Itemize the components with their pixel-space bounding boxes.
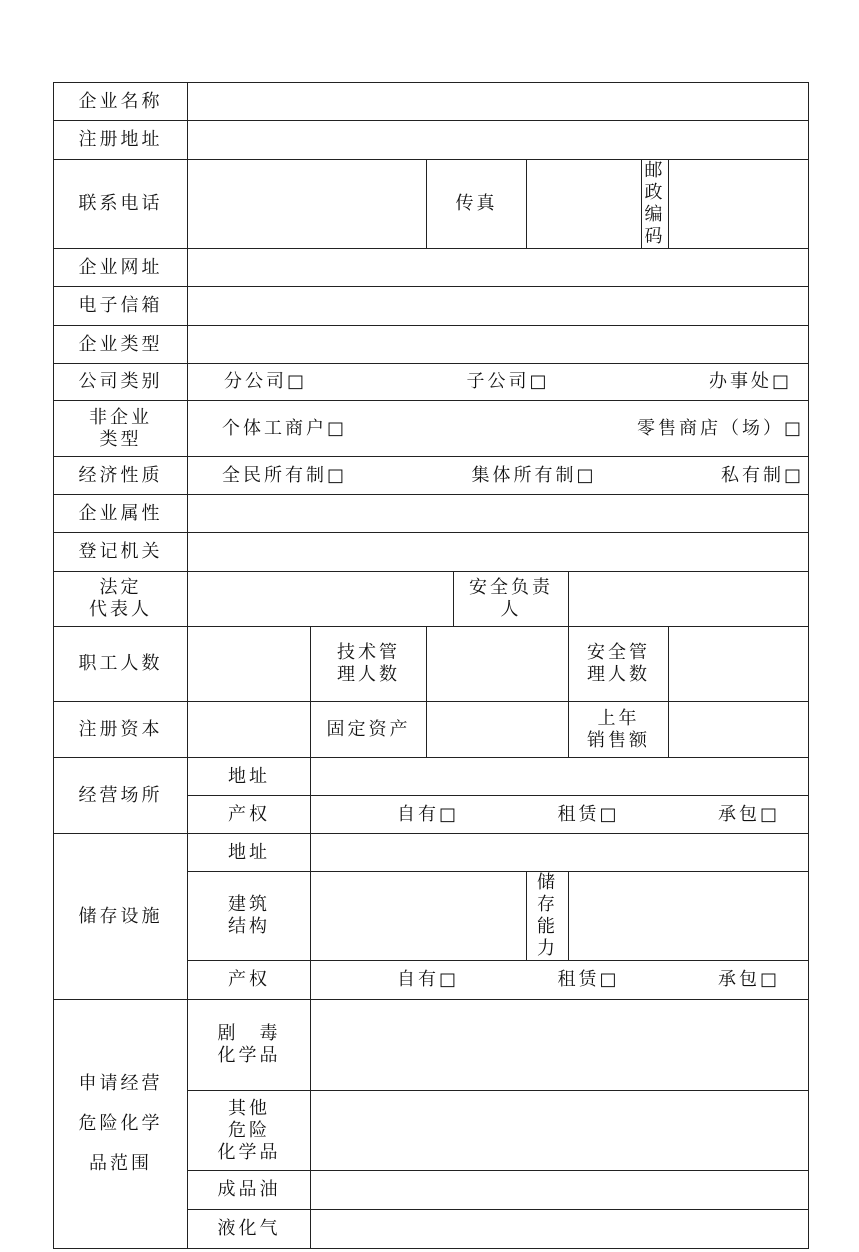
row-economic-nature xyxy=(54,457,809,495)
premises-leased-checkbox[interactable]: 租赁□ xyxy=(557,803,620,825)
premises-property-label: 产权 xyxy=(188,796,311,834)
storage-structure-label: 建筑 结构 xyxy=(188,872,311,961)
scope-lpg-label: 液化气 xyxy=(188,1210,311,1249)
business-premises-label: 经营场所 xyxy=(54,758,188,834)
storage-structure-field[interactable] xyxy=(311,872,527,961)
application-form-table xyxy=(53,82,809,1249)
storage-label: 储存设施 xyxy=(54,834,188,1000)
fixed-assets-label: 固定资产 xyxy=(311,702,427,758)
premises-address-label: 地址 xyxy=(188,758,311,796)
last-year-sales-field[interactable] xyxy=(669,702,809,758)
enterprise-type-field[interactable] xyxy=(188,326,809,364)
scope-lpg-field[interactable] xyxy=(311,1210,809,1249)
fax-field[interactable] xyxy=(527,160,642,249)
row-email xyxy=(54,287,809,326)
legal-rep-field[interactable] xyxy=(188,572,454,627)
non-enterprise-type-label: 非企业 类型 xyxy=(54,401,188,457)
premises-contracted-checkbox[interactable]: 承包□ xyxy=(718,803,781,825)
option-collective-checkbox[interactable]: 集体所有制□ xyxy=(471,464,597,486)
option-private-checkbox[interactable]: 私有制□ xyxy=(721,464,805,486)
tech-mgmt-field[interactable] xyxy=(427,627,569,702)
economic-nature-label: 经济性质 xyxy=(54,457,188,495)
storage-capacity-field[interactable] xyxy=(569,872,809,961)
website-field[interactable] xyxy=(188,249,809,287)
phone-label: 联系电话 xyxy=(54,160,188,249)
safety-mgmt-field[interactable] xyxy=(669,627,809,702)
row-legal-rep xyxy=(54,572,809,627)
row-company-category xyxy=(54,364,809,401)
row-enterprise-type xyxy=(54,326,809,364)
phone-field[interactable] xyxy=(188,160,427,249)
registration-authority-label: 登记机关 xyxy=(54,533,188,572)
option-retail-store-checkbox[interactable]: 零售商店（场）□ xyxy=(637,417,805,439)
fax-label: 传真 xyxy=(427,160,527,249)
option-office-checkbox[interactable]: 办事处□ xyxy=(709,371,793,392)
postal-code-label: 邮政 编码 xyxy=(642,160,669,249)
last-year-sales-label: 上年 销售额 xyxy=(569,702,669,758)
postal-code-field[interactable] xyxy=(669,160,809,249)
legal-rep-label: 法定 代表人 xyxy=(54,572,188,627)
row-contact xyxy=(54,160,809,249)
storage-capacity-label: 储存 能力 xyxy=(527,872,569,961)
row-enterprise-attribute xyxy=(54,495,809,533)
company-name-field[interactable] xyxy=(188,83,809,121)
row-premises-address xyxy=(54,758,809,796)
employees-field[interactable] xyxy=(188,627,311,702)
scope-label-line-3: 品范围 xyxy=(89,1153,152,1174)
row-registration-authority xyxy=(54,533,809,572)
row-website xyxy=(54,249,809,287)
premises-address-field[interactable] xyxy=(311,758,809,796)
registered-address-label: 注册地址 xyxy=(54,121,188,160)
row-registered-address xyxy=(54,121,809,160)
registered-capital-label: 注册资本 xyxy=(54,702,188,758)
storage-contracted-checkbox[interactable]: 承包□ xyxy=(718,969,781,990)
email-field[interactable] xyxy=(188,287,809,326)
scope-toxic-field[interactable] xyxy=(311,1000,809,1091)
registered-capital-field[interactable] xyxy=(188,702,311,758)
scope-other-label: 其他 危险 化学品 xyxy=(188,1091,311,1171)
storage-property-label: 产权 xyxy=(188,961,311,1000)
storage-address-field[interactable] xyxy=(311,834,809,872)
safety-officer-label: 安全负责 人 xyxy=(454,572,569,627)
safety-officer-field[interactable] xyxy=(569,572,809,627)
option-state-owned-checkbox[interactable]: 全民所有制□ xyxy=(222,464,348,486)
storage-address-label: 地址 xyxy=(188,834,311,872)
company-name-label: 企业名称 xyxy=(54,83,188,121)
scope-label xyxy=(54,1000,188,1249)
scope-toxic-label: 剧 毒 化学品 xyxy=(188,1000,311,1091)
row-scope-toxic xyxy=(54,1000,809,1091)
safety-mgmt-label: 安全管 理人数 xyxy=(569,627,669,702)
option-subsidiary-checkbox[interactable]: 子公司□ xyxy=(466,371,550,392)
company-category-label: 公司类别 xyxy=(54,364,188,401)
registration-authority-field[interactable] xyxy=(188,533,809,572)
fixed-assets-field[interactable] xyxy=(427,702,569,758)
employees-label: 职工人数 xyxy=(54,627,188,702)
enterprise-attribute-label: 企业属性 xyxy=(54,495,188,533)
enterprise-type-label: 企业类型 xyxy=(54,326,188,364)
scope-other-field[interactable] xyxy=(311,1091,809,1171)
registered-address-field[interactable] xyxy=(188,121,809,160)
row-company-name xyxy=(54,83,809,121)
row-employees xyxy=(54,627,809,702)
row-capital xyxy=(54,702,809,758)
scope-label-line-2: 危险化学 xyxy=(78,1113,163,1134)
website-label: 企业网址 xyxy=(54,249,188,287)
scope-label-line-1: 申请经营 xyxy=(78,1073,163,1094)
option-branch-checkbox[interactable]: 分公司□ xyxy=(224,371,308,392)
storage-owned-checkbox[interactable]: 自有□ xyxy=(397,969,460,990)
scope-oil-field[interactable] xyxy=(311,1171,809,1210)
row-non-enterprise-type xyxy=(54,401,809,457)
tech-mgmt-label: 技术管 理人数 xyxy=(311,627,427,702)
email-label: 电子信箱 xyxy=(54,287,188,326)
row-storage-address xyxy=(54,834,809,872)
premises-owned-checkbox[interactable]: 自有□ xyxy=(397,803,460,825)
option-individual-business-checkbox[interactable]: 个体工商户□ xyxy=(222,417,348,439)
scope-oil-label: 成品油 xyxy=(188,1171,311,1210)
enterprise-attribute-field[interactable] xyxy=(188,495,809,533)
storage-leased-checkbox[interactable]: 租赁□ xyxy=(557,969,620,990)
